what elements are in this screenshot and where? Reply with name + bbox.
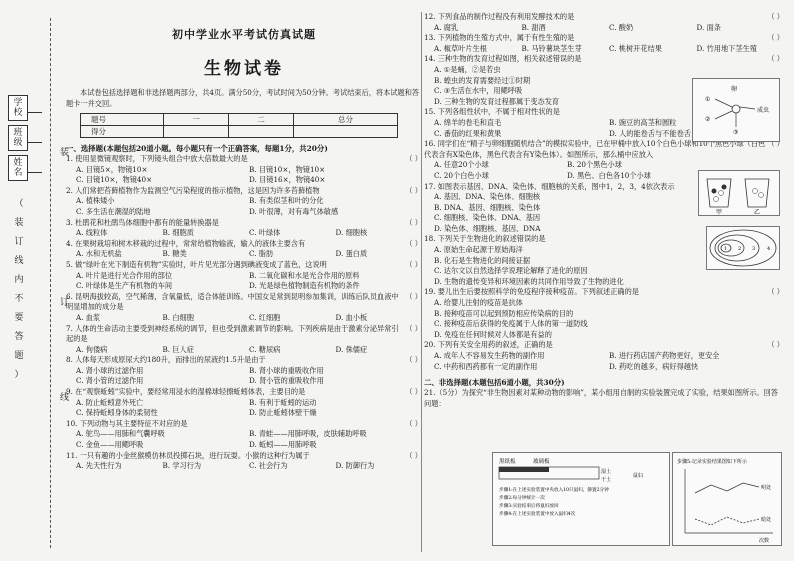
question-stem: 8. 人体每天形成原尿大约180升，而排出的尿液约1.5升是由于 [66,355,266,365]
question-stem: 2. 人们常把苔藓植物作为监测空气污染程度的指示植物，这是因为许多苔藓植物 [66,185,320,195]
option-item[interactable]: C. 保持蚯蚓身体的柔韧性 [76,408,158,418]
question-21: 21.（5分）为探究“非生物因素对某种动物的影响”，某小组用自制的实验装置完成了实验，结果如图所示。回答问题： [424,388,778,408]
answer-paren[interactable]: （ ） [405,217,422,227]
exam-instructions: 本试卷包括选择题和非选择题两部分，共4页。满分50分，考试时间为50分钟。考试结束后，将本试题和答题卡一并交回。 [66,88,420,108]
option-list [66,429,422,450]
question-left-5 [66,260,422,271]
question-right-2 [424,33,784,44]
option-list [66,165,422,186]
option-item[interactable]: C. 脂肪 [249,249,274,259]
option-item[interactable]: A. 血浆 [76,312,101,322]
option-item[interactable]: B. 有类似茎和叶的分化 [249,196,324,206]
option-item[interactable]: B. 20个黑色小球 [567,160,622,170]
option-item[interactable]: D. 人的能卷舌与不能卷舌 [609,128,691,138]
option-item[interactable]: C. 接种疫苗后获得的免疫属于人体的第一道防线 [434,319,588,329]
option-item[interactable]: A. 基因、DNA、染色体、细胞核 [434,192,541,202]
option-item[interactable]: D. 生物的遗传变异和环境因素的共同作用导致了生物的进化 [434,276,624,286]
option-item[interactable]: C. 细胞核、染色体、DNA、基因 [434,213,541,223]
question-right-1 [424,12,784,23]
fig14-label-egg: 卵 [731,86,738,93]
option-item[interactable]: C. 红细胞 [249,312,281,322]
question-stem: 4. 在果树栽培和树木移栽的过程中，常常给植物输液，输入的液体主要含有 [66,238,306,248]
question-stem: 13. 下列植物的生殖方式中，属于有性生殖的是 [424,33,575,43]
question-stem: 20. 下列有关安全用药的叙述，正确的是 [424,340,553,350]
school-label: 学 校 [8,95,28,121]
question-right-9 [424,340,784,351]
answer-paren[interactable]: （ ） [767,234,784,244]
question-left-9 [66,387,422,398]
option-item[interactable]: B. 蝗虫的发育需要经过①时期 [434,75,531,85]
answer-paren[interactable]: （ ） [767,54,784,64]
figure-21-apparatus [492,452,670,546]
option-item[interactable]: A. 肾小球的过滤作用 [76,365,144,375]
score-cell-part2[interactable] [229,126,294,138]
fig21-label-woodlouse: 鼠妇 [633,473,644,479]
class-field[interactable] [28,116,42,143]
option-list [66,366,422,387]
option-item[interactable]: A. 绵羊的卷毛和直毛 [434,117,502,127]
option-item[interactable]: D. 侏儒症 [335,344,368,354]
option-item[interactable]: C. 金鱼——用鳃呼吸 [76,440,144,450]
fig17-label-1: 1 [724,246,728,252]
option-item[interactable]: B. 青蛙——用肺呼吸，皮肤辅助呼吸 [249,429,367,439]
option-item[interactable]: C. 桃树开花结果 [609,43,662,53]
option-item[interactable]: A. 原始生命起源于原始海洋 [434,245,523,255]
answer-paren[interactable]: （ ） [405,323,422,333]
question-stem: 18. 下列关于生物进化的叙述错误的是 [424,234,546,244]
question-stem: 15. 下列各组性状中，不属于相对性状的是 [424,107,560,117]
option-item[interactable]: C. 叶绿体是生产有机物的车间 [76,281,173,291]
score-label: 得分 [81,126,164,138]
figure-17-nested-circles [706,226,780,270]
question-left-6 [66,292,422,313]
side-char-zhuang: 装 [60,148,70,158]
binding-margin [0,0,70,561]
option-item[interactable]: B. 马铃薯块茎生芽 [521,43,582,53]
answer-paren[interactable]: （ ） [767,181,784,191]
option-list [66,461,422,472]
option-item[interactable]: A. 鸵鸟——用肺和气囊呼吸 [76,429,165,439]
question-stem: 11. 一只有趣的小金丝猴模仿林员投掷石块，进行玩耍。小猴的这种行为属于 [66,450,310,460]
question-right-5 [424,139,784,160]
option-item[interactable]: B. 学习行为 [162,461,202,471]
option-item[interactable]: A. 成年人不容易发生药物的副作用 [434,351,545,360]
option-item[interactable]: D. 三种生物的发育过程都属于变态发育 [434,96,560,106]
fig17-label-4: 4 [767,246,771,252]
fig21-legend-dark: 暗处 [761,517,772,523]
question-right-3 [424,54,784,65]
option-list [66,249,422,260]
answer-paren[interactable]: （ ） [767,340,784,350]
answer-paren[interactable]: （ ） [767,33,784,43]
option-item[interactable]: A. 椒草叶片生根 [434,43,487,53]
score-header-part2: 二 [229,114,294,126]
question-stem: 7. 人体的生命活动主要受到神经系统的调节，但也受到激素调节的影响。下列疾病是由于激素分泌异常引起的是 [66,323,399,344]
fig21-step2: 步骤2:每分钟统计一次 [499,496,545,501]
answer-paren[interactable]: （ ） [405,259,422,269]
option-item[interactable]: A. 水和无机盐 [76,249,122,259]
option-item[interactable]: C. 20个白色小球 [434,170,489,180]
question-stem: 12. 下列食品的制作过程没有利用发酵技术的是 [424,12,575,21]
answer-paren[interactable]: （ ） [405,450,422,460]
option-item[interactable]: D. 黑色、白色各10个小球 [567,170,651,180]
option-item[interactable]: B. 甜酒 [521,22,546,32]
question-stem: 17. 如图表示基因、DNA、染色体、细胞核的关系，图中1，2，3，4依次表示 [424,181,675,191]
fig21-label-glass-board: 玻璃板 [533,459,550,465]
option-item[interactable]: C. 中药和西药都有一定的副作用 [434,361,538,371]
option-list [424,23,784,34]
option-item[interactable]: D. 血小板 [335,312,368,322]
option-item[interactable]: A. 给婴儿注射的疫苗是抗体 [434,298,523,308]
answer-paren[interactable]: （ ） [767,12,784,21]
option-item[interactable]: D. 蛋白质 [335,249,368,259]
option-item[interactable]: D. 防止蚯蚓体壁干燥 [249,408,317,418]
fig16-label-jia: 甲 [716,209,723,216]
option-item[interactable]: D. 免疫在任何时候对人体都是有益的 [434,329,552,339]
option-list [424,298,784,340]
option-item[interactable]: C. 叶绿体 [249,228,281,238]
option-item[interactable]: D. 面条 [696,22,721,32]
binding-dashed-line [50,18,51,548]
option-item[interactable]: B. 细胞质 [162,228,194,238]
fig21-label-wet-soil: 湿土 [601,469,612,475]
score-table [80,113,398,138]
option-item[interactable]: B. 豌豆的高茎和圆粒 [609,117,677,127]
question-left-11 [66,451,422,462]
option-item[interactable]: D. 目镜16×，物镜40× [249,175,326,185]
class-label: 班 级 [8,125,28,151]
option-list [66,313,422,324]
option-item[interactable]: C. ③生活在水中，用鳃呼吸 [434,86,523,96]
option-item[interactable]: A. 任意20个小球 [434,160,489,170]
fig21-step1: 步骤1:在上述实验装置中央放入10只鼠妇，静置2分钟 [499,488,609,493]
option-item[interactable]: A. 先天性行为 [76,461,122,471]
question-left-2 [66,186,422,197]
option-item[interactable]: A. 腐乳 [434,22,459,32]
option-item[interactable]: A. 植株矮小 [76,196,115,206]
answer-paren[interactable]: （ ） [405,291,422,301]
question-stem: 3. 杜鹃花和杜鹃鸟体细胞中都有的能量转换器是 [66,217,219,227]
option-list [66,196,422,217]
option-list [66,345,422,356]
option-item[interactable]: B. 糖类 [162,249,187,259]
fig21-label-dry-soil: 干土 [601,477,612,483]
question-stem: 5. 做“绿叶在光下制造有机物”实验时，叶片见光部分遇到碘液变成了蓝色，这说明 [66,259,327,269]
question-stem: 6. 昆明海拔较高，空气稀薄，含氧量低，适合体能训练。中国女足常到昆明参加集训，训练后队员血液中明显增加的成分是 [66,291,399,312]
left-question-list [66,154,422,472]
answer-paren[interactable]: （ ） [405,387,422,397]
answer-paren[interactable]: （ ） [405,238,422,248]
option-list [66,398,422,419]
option-item[interactable]: D. 光是绿色植物制造有机物的条件 [249,281,360,291]
question-stem: 10. 下列动物与其主要特征不对应的是 [66,418,188,428]
option-item[interactable]: B. DNA、基因、细胞核、染色体 [434,202,541,212]
side-char-xian: 线 [60,393,70,403]
fig21-result-caption: 步骤5:记录实验结果图如下所示 [677,459,747,465]
fig14-label-adult: 成虫 [757,107,770,114]
school-field[interactable] [28,86,42,113]
score-cell-part1[interactable] [164,126,229,138]
option-item[interactable]: C. 酸奶 [609,22,634,32]
question-stem: 9. 在“观察蚯蚓”实验中，要经常用浸水的湿棉球轻擦蚯蚓体表，主要目的是 [66,387,306,397]
side-char-ding: 订 [60,298,70,308]
fig14-label-1: ① [705,96,711,103]
fig17-label-3: 3 [752,246,756,252]
option-item[interactable]: A. 目镜5×，物镜10× [76,164,148,174]
option-item[interactable]: B. 二氧化碳和水是光合作用的原料 [249,270,360,280]
option-list [424,44,784,55]
question-left-10 [66,419,422,430]
option-item[interactable]: D. 细胞核 [335,228,368,238]
left-column [66,12,422,552]
option-item[interactable]: C. 多生活在潮湿的陆地 [76,206,151,216]
figure-14-lifecycle [692,78,780,142]
question-left-7 [66,324,422,345]
option-list [424,351,784,372]
option-item[interactable]: D. 叶很薄，对有毒气体敏感 [249,206,339,216]
answer-paren[interactable]: （ ） [767,107,784,117]
option-item[interactable]: D. 肾小管的重吸收作用 [249,376,324,386]
figure-16-buckets [698,170,780,216]
fig14-label-2: ② [705,116,711,123]
section1-title: 一、选择题(本题包括20道小题。每小题只有一个正确答案，每题1分，共20分) [66,144,328,153]
option-item[interactable]: C. 番茄的红果和黄果 [434,128,502,138]
answer-paren[interactable]: （ ） [405,185,422,195]
question-right-8 [424,287,784,298]
fig14-label-3: ③ [733,129,739,136]
option-item[interactable]: A. 佝偻病 [76,344,108,354]
option-item[interactable]: D. 染色体、细胞核、基因、DNA [434,223,541,233]
option-item[interactable]: B. 化石是生物进化的间接证据 [434,255,531,265]
option-item[interactable]: B. 巨人症 [162,344,194,354]
question-stem: 16. 同学们在“精子与卵细胞随机结合”的模拟实验中，已在甲桶中放入10个白色小球和10个黑色小球（白色代表含有X染色体，黑色代表含有Y染色体）。如图所示，那么桶中应放入 [424,139,766,159]
option-list [66,228,422,239]
option-item[interactable]: A. 叶片是进行光合作用的部位 [76,270,173,280]
option-item[interactable]: B. 白细胞 [162,312,194,322]
fig17-label-2: 2 [738,246,742,252]
option-item[interactable]: D. 防御行为 [335,461,375,471]
score-cell-total[interactable] [294,126,398,138]
question-stem: 14. 三种生物的发育过程如图，相关叙述错误的是 [424,54,582,64]
option-item[interactable]: C. 社会行为 [249,461,288,471]
fig21-step4: 步骤4:在上述实验装置中放入鼠妇4次 [499,512,576,517]
fig21-axis-count: 次数 [759,538,770,544]
answer-paren[interactable]: （ ） [767,139,784,149]
answer-paren[interactable]: （ ） [405,154,422,163]
score-header-total: 总分 [294,114,398,126]
option-item[interactable]: B. 目镜10×，物镜10× [249,164,326,174]
option-item[interactable]: C. 糖尿病 [249,344,281,354]
option-list [66,271,422,292]
option-item[interactable]: C. 目镜10×，物镜40× [76,175,153,185]
question-stem: 1. 使用显微镜观察时，下列镜头组合中放大倍数最大的是 [66,154,248,163]
option-item[interactable]: A. 防止蚯蚓意外死亡 [76,397,144,407]
name-label: 姓 名 [8,155,28,181]
option-item[interactable]: B. 进行药店国产药物更好，更安全 [609,351,720,360]
fig16-label-yi: 乙 [754,209,761,216]
option-item[interactable]: D. 竹用地下茎生殖 [696,43,757,53]
question-left-8 [66,355,422,366]
answer-paren[interactable]: （ ） [405,355,422,365]
option-item[interactable]: D. 药吃的越多，病好得越快 [609,361,699,371]
fig21-step3: 步骤3:实验结束后将鼠妇放回 [499,504,559,509]
fig21-legend-bright: 明处 [761,485,772,491]
name-field[interactable] [28,146,42,173]
score-header-part1: 一 [164,114,229,126]
figure-21-result-chart [672,452,782,546]
no-answer-notice: （ 装 订 线 内 不 要 答 题 ） [14,199,24,380]
answer-paren[interactable]: （ ） [767,287,784,297]
section2-title: 二、非选择题(本题包括6道小题，共30分) [424,378,565,388]
option-item[interactable]: B. 肾小球的重吸收作用 [249,365,324,375]
option-item[interactable]: A. 线粒体 [76,228,108,238]
question-stem: 19. 要儿出生后要按照科学的免疫程序接种疫苗。下列叙述正确的是 [424,287,639,297]
fig21-label-black-board: 黑纸板 [499,459,516,465]
option-item[interactable]: A. ①是蛹，②是若虫 [434,64,501,74]
question-left-1 [66,154,422,165]
option-item[interactable]: D. 蚯蚓——用肺呼吸 [249,440,317,450]
option-item[interactable]: B. 接种疫苗可以起到预防相应传染病的目的 [434,308,574,318]
option-item[interactable]: B. 有利于蚯蚓的运动 [249,397,317,407]
question-left-4 [66,239,422,250]
score-header-question: 题号 [81,114,164,126]
question-left-3 [66,218,422,229]
subject-title: 生物试卷 [204,59,284,79]
exam-title: 初中学业水平考试仿真试题 [172,28,316,41]
answer-paren[interactable]: （ ） [405,418,422,428]
option-item[interactable]: C. 肾小管的过滤作用 [76,376,144,386]
option-item[interactable]: C. 达尔文以自然选择学说理论解释了进化的原因 [434,266,588,276]
